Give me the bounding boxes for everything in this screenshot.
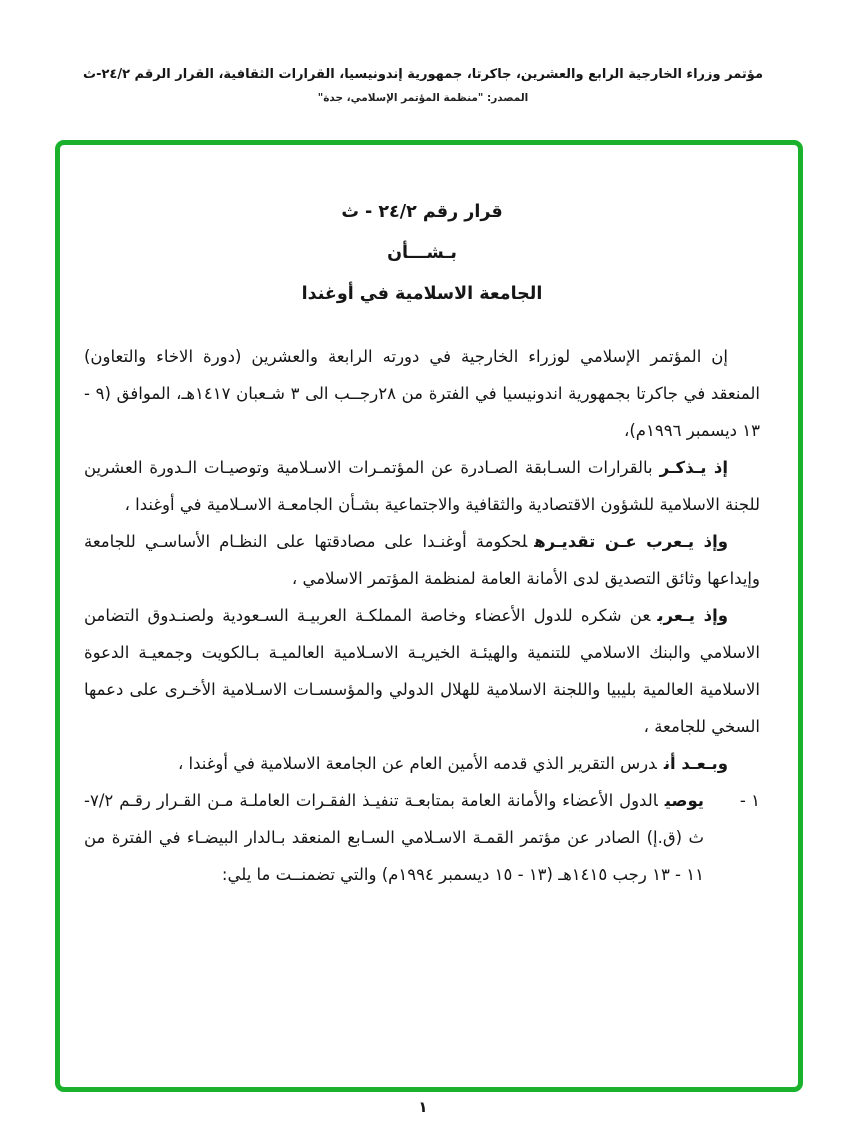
preamble-paragraph-thanks — [84, 597, 760, 745]
lead-phrase: وإذ يـعرب — [657, 606, 729, 625]
item-marker: ١ - — [739, 791, 760, 810]
resolution-document — [84, 192, 760, 893]
paragraph-text: إن المؤتمر الإسلامي لوزراء الخارجية في دورته الرابعة والعشرين (دورة الاخاء والتعاون) المنعقد في جاكرتا بجمهورية اندونيسيا في الفترة من ٢٨رجــب الى ٣ شـعبان ١٤١٧هـ، الموافق (٩ - ١٣ ديسمبر ١٩٩٦م)، — [84, 347, 760, 440]
page-number: ١ — [418, 1098, 428, 1116]
lead-phrase: يوصي — [664, 791, 704, 810]
resolution-title — [84, 192, 760, 315]
citation-line-1: مؤتمر وزراء الخارجية الرابع والعشرين، جاكرتا، جمهورية إندونيسيا، القرارات الثقافية، القرار الرقم ٢٤/٢-ث — [83, 67, 763, 82]
lead-phrase: وبـعـد أن — [663, 754, 728, 773]
operative-list-item-1 — [84, 782, 760, 893]
item-text: الدول الأعضاء والأمانة العامة بمتابعـة تنفيـذ الفقـرات العاملـة مـن القـرار رقـم ٧/٢-ث (ق.إ) الصادر عن مؤتمر القمـة الاسـلامي السـابع المنعقد بـالدار البيضـاء في الفترة من ١١ - ١٣ رجب ١٤١٥هـ (١٣ - ١٥ ديسمبر ١٩٩٤م) والتي تضمنــت ما يلي: — [84, 791, 704, 884]
resolution-title-number: قرار رقم ٢٤/٢ - ث — [341, 202, 503, 222]
preamble-paragraph-appreciation — [84, 523, 760, 597]
item-body — [84, 782, 704, 893]
resolution-title-regarding: بـشـــأن — [387, 243, 457, 263]
paragraph-text: لحكومة أوغنـدا على مصادقتها على النظـام الأساسـي للجامعة وإيداعها وثائق التصديق لدى الأمانة العامة لمنظمة المؤتمر الاسلامي ، — [84, 532, 760, 588]
preamble-paragraph-opening — [84, 338, 760, 449]
paragraph-text: عن شكره للدول الأعضاء وخاصة المملكـة العربيـة السـعودية ولصنـدوق التضامن الاسلامي والبنك الاسلامي للتنمية والهيئـة الخيريـة الاسـلامية العالميـة بـالكويت وجمعيـة الدعوة الاسلامية العالمية بليبيا واللجنة الاسلامية للهلال الدولي والمؤسسـات الاسـلامية الأخـرى على دعمها السخي للجامعة ، — [84, 606, 760, 736]
preamble-paragraph-recalling — [84, 449, 760, 523]
lead-phrase: إذ يـذكـر — [659, 458, 729, 477]
resolution-title-subject: الجامعة الاسلامية في أوغندا — [301, 284, 543, 304]
paragraph-text: بالقرارات السـابقة الصـادرة عن المؤتمـرات الاسـلامية وتوصيـات الـدورة العشرين للجنة الاسلامية للشؤون الاقتصادية والثقافية والاجتماعية بشـأن الجامعـة الاسـلامية في أوغندا ، — [84, 458, 760, 514]
citation-line-2: المصدر: "منظمة المؤتمر الإسلامي، جدة" — [317, 92, 529, 104]
lead-phrase: وإذ يـعرب عـن تقديـره — [534, 532, 728, 551]
preamble-paragraph-report — [84, 745, 760, 782]
citation-header — [0, 66, 846, 104]
paragraph-text: درس التقرير الذي قدمه الأمين العام عن الجامعة الاسلامية في أوغندا ، — [177, 754, 657, 773]
